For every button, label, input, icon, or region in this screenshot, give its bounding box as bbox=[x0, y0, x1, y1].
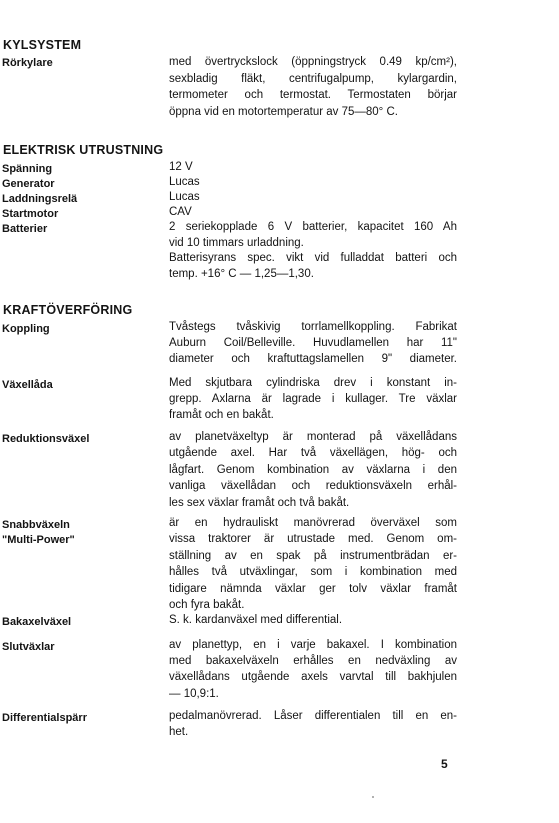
text-generator bbox=[169, 175, 457, 190]
label-snabbvaxeln: Snabbväxeln bbox=[2, 519, 70, 531]
text-line: Lucas bbox=[169, 176, 200, 188]
text-laddningsrela bbox=[169, 190, 457, 205]
label-generator: Generator bbox=[2, 178, 55, 190]
text-line: av planetväxeltyp är monterad på växellådans bbox=[169, 431, 457, 443]
text-line: S. k. kardanväxel med differential. bbox=[169, 614, 343, 626]
text-line: sexbladig fläkt, centrifugalpump, kylargardin, bbox=[169, 72, 457, 85]
text-line: och fyra bakåt. bbox=[169, 599, 245, 612]
text-line: grepp. Axlarna är lagrade i kullager. Tre växlar bbox=[169, 393, 457, 405]
text-snabbvaxeln bbox=[169, 515, 457, 613]
label-spanning: Spänning bbox=[2, 163, 53, 175]
text-line: vid 10 timmars urladdning. bbox=[169, 236, 304, 249]
text-line: Tvåstegs tvåskivig torrlamellkoppling. Fabrikat bbox=[169, 321, 457, 333]
text-slutvaxlar bbox=[169, 637, 457, 702]
text-line: Auburn Coil/Belleville. Huvudlamellen har 11" bbox=[169, 337, 457, 349]
text-startmotor bbox=[169, 205, 457, 220]
label-bakaxelvaxel: Bakaxelväxel bbox=[2, 616, 72, 628]
text-line: lågfart. Genom kombination av växlarna i den bbox=[169, 463, 457, 476]
label-slutvaxlar: Slutväxlar bbox=[2, 641, 55, 653]
label-rorkylare: Rörkylare bbox=[2, 57, 53, 69]
text-vaxellada bbox=[169, 375, 457, 423]
text-line: CAV bbox=[169, 206, 192, 218]
text-bakaxelvaxel bbox=[169, 612, 457, 628]
text-line: — 10,9:1. bbox=[169, 687, 219, 700]
label-koppling: Koppling bbox=[2, 323, 50, 335]
label-differentialsparr: Differentialspärr bbox=[2, 712, 87, 724]
label-laddningsrela: Laddningsrelä bbox=[2, 193, 78, 205]
text-spanning bbox=[169, 160, 457, 175]
text-line: med övertryckslock (öppningstryck 0.49 kp/cm²), bbox=[169, 56, 457, 68]
label-reduktionsvaxel: Reduktionsväxel bbox=[2, 433, 90, 445]
text-rorkylare bbox=[169, 54, 457, 120]
section-heading-elektrisk-utrustning: ELEKTRISK UTRUSTNING bbox=[3, 143, 164, 157]
text-differentialsparr bbox=[169, 708, 457, 740]
text-line: 2 seriekopplade 6 V batterier, kapacitet 160 Ah bbox=[169, 221, 457, 233]
text-line: framåt och en bakåt. bbox=[169, 409, 274, 421]
text-line: termometer och termostat. Termostaten börjar bbox=[169, 89, 457, 102]
text-line: är en hydrauliskt manövrerad överväxel som bbox=[169, 517, 457, 529]
text-line: av planettyp, en i varje bakaxel. I kombination bbox=[169, 639, 457, 651]
text-line: temp. +16° C — 1,25—1,30. bbox=[169, 267, 314, 280]
scan-speck bbox=[372, 796, 374, 798]
page-number: 5 bbox=[441, 757, 448, 771]
text-line: utgående axel. Har två växellägen, hög- och bbox=[169, 447, 457, 460]
label-startmotor: Startmotor bbox=[2, 208, 59, 220]
text-line: växellådans utgående axels varvtal till bakhjulen bbox=[169, 671, 457, 684]
section-heading-kraftoverforing: KRAFTÖVERFÖRING bbox=[3, 303, 133, 317]
text-line: les sex växlar framåt och två bakåt. bbox=[169, 496, 350, 509]
label-vaxellada: Växellåda bbox=[2, 379, 53, 391]
text-line: 12 V bbox=[169, 161, 193, 173]
text-line: Batterisyrans spec. vikt vid fulladdat batteri och bbox=[169, 252, 457, 264]
text-line: het. bbox=[169, 726, 189, 738]
text-line: ställning av en spak på instrumentbrädan er- bbox=[169, 549, 457, 562]
label-multi-power: "Multi-Power" bbox=[2, 534, 75, 546]
text-batterier bbox=[169, 220, 457, 282]
text-line: pedalmanövrerad. Låser differentialen till en en- bbox=[169, 710, 457, 722]
text-line: diameter och kraftuttagslamellen 9" diameter. bbox=[169, 353, 457, 365]
text-line: vanliga växellådan och reduktionsväxeln erhål- bbox=[169, 480, 457, 493]
text-line: hålles två utväxlingar, som i kombination med bbox=[169, 566, 457, 579]
text-line: vissa traktorer är utrustade med. Genom om- bbox=[169, 533, 457, 546]
label-batterier: Batterier bbox=[2, 223, 48, 235]
section-heading-kylsystem: KYLSYSTEM bbox=[3, 38, 82, 52]
text-line: Lucas bbox=[169, 191, 200, 203]
text-koppling bbox=[169, 319, 457, 367]
text-line: Med skjutbara cylindriska drev i konstant in- bbox=[169, 377, 457, 389]
text-line: öppna vid en motortemperatur av 75—80° C. bbox=[169, 105, 398, 118]
text-reduktionsvaxel bbox=[169, 429, 457, 511]
text-line: tidigare nämnda växlar ger tolv växlar framåt bbox=[169, 582, 457, 595]
text-line: med bakaxelväxeln erhålles en nedväxling av bbox=[169, 655, 457, 668]
